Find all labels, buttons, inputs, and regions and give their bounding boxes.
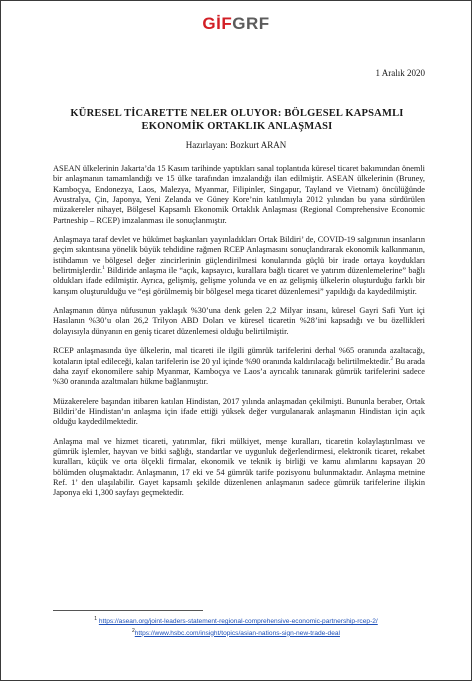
paragraph-2: [53, 235, 425, 297]
footnotes: [1, 615, 471, 638]
footnote-divider: [53, 610, 203, 611]
paragraph-text: ASEAN ülkelerinin Jakarta’da 15 Kasım tarihinde yaptıkları sanal toplantıda küresel ticaret bakımından önemli bir anlaşmanın tamamlandığı ve 15 ülke tarafından imzalandığı ilan edilmiştir. ASEAN ülkelerinin (Bruney, Kamboçya, Endonezya, Laos, Malezya, Myanmar, Filipinler, Singapur, Tayland ve Vietnam) öncülüğünde Avustralya, Çin, Japonya, Yeni Zelanda ve Güney Kore’nin katılımıyla 2012 yılından bu yana sürdürülen müzakereler nihayet, Bölgesel Kapsamlı Ekonomik Ortaklık Anlaşması (Regional Comprehensive Economic Partneship – RCEP) imzalanması ile sonuçlanmıştır.: [53, 164, 425, 225]
document-author: Hazırlayan: Bozkurt ARAN: [185, 140, 287, 150]
footnote-link-1[interactable]: https://asean.org/joint-leaders-statement-regional-comprehensive-economic-partnership-rcep-2/: [98, 618, 378, 626]
footnote-ref-2[interactable]: 2: [390, 355, 394, 362]
document-title: KÜRESEL TİCARETTE NELER OLUYOR: BÖLGESEL KAPSAMLI EKONOMİK ORTAKLIK ANLAŞMASI: [70, 108, 404, 132]
footnote-link-2[interactable]: https://www.hsbc.com/insight/topics/asian-nations-sign-new-trade-deal: [134, 629, 340, 637]
paragraph-4: [53, 346, 425, 387]
paragraph-text: RCEP anlaşmasında üye ülkelerin, mal ticareti ile ilgili gümrük tarifelerini derhal %65 oranında azaltacağı, kotaların iptal edileceği, kalan tarifelerin ise 20 yıl içinde %90 oranında kaldırılacağı belirtilmektedir.: [53, 346, 425, 366]
paragraph-text: Anlaşmaya taraf devlet ve hükümet başkanları yayınladıkları Ortak Bildiri’ de, COVID-19 salgınının insanların geçim sıkıntısına yönelik büyük tehdidine rağmen RCEP Anlaşmasını sonuçlandırarak ekonomik kalkınmanın, istihdamın ve bölgesel değer zincirlerinin güçlendirilmesi konularında güçlü bir irade ortaya koydukları belirtmişlerdir.: [53, 235, 425, 276]
gifgrf-logo: [1, 14, 471, 34]
logo-part-1: GİF: [202, 14, 233, 33]
paragraph-1: [53, 164, 425, 226]
paragraph-text: Müzakerelere başından itibaren katılan Hindistan, 2017 yılında anlaşmadan çekilmişti. Bununla beraber, Ortak Bildiri’de Hindistan’ın anlaşma için ifade ettiği yüksek değer vurgulanarak anlaşmanın Hindistan için açık olduğu kaydedilmektedir.: [53, 396, 425, 427]
footnote-2: [1, 627, 471, 639]
paragraph-text: Anlaşmanın dünya nüfusunun yaklaşık %30’una denk gelen 2,2 Milyar insanı, küresel Gayri Safi Yurt içi Hasılanın %30’u olan 26,2 Trilyon ABD Doları ve küresel ticaretin %28’ini kapsadığı ve bu özellikleri dolayısıyla dünyanın en geniş ticaret düzenlemesi olduğu belirtilmiştir.: [53, 306, 425, 336]
paragraph-3: [53, 306, 425, 337]
footnote-ref-1[interactable]: 1: [102, 265, 105, 272]
logo-part-2: GRF: [232, 14, 270, 33]
document-date: 1 Aralık 2020: [375, 68, 425, 78]
footnote-number: 1: [94, 616, 98, 622]
footnote-1: [1, 615, 471, 627]
paragraph-text: Anlaşma mal ve hizmet ticareti, yatırımlar, fikri mülkiyet, menşe kuralları, ticaretin kolaylaştırılması ve gümrük işlemler, hayvan ve bitki sağlığı, standartlar ve uygunluk değerlendirmesi, elektronik ticaret, rekabet kuralları, küçük ve orta ölçekli firmalar, ekonomik ve teknik iş birliği ve kamu alımlarını kapsayan 20 bölümden oluşmaktadır. Anlaşmanın, 17 eki ve 54 gümrük tarife pozisyonu bulunmaktadır. Anlaşma metnine Ref. 1’ den ulaşılabilir. Gayet kapsamlı şekilde düzenlenen anlaşmanın sadece gümrük tarifelerine ilişkin Japonya eki 1,300 sayfayı geçmektedir.: [53, 436, 425, 498]
document-body: [53, 164, 425, 508]
paragraph-text-cont: Bu arada daha zayıf ekonomilere sahip Myanmar, Kamboçya ve Laos’a ayrıcalık tanınarak gümrük tarifelerini sadece %30 oranında azaltmaları hükme bağlanmıştır.: [53, 356, 425, 387]
paragraph-6: [53, 437, 425, 499]
footnote-number: 2: [131, 627, 135, 634]
paragraph-text-cont: Bildiride anlaşma ile “açık, kapsayıcı, kurallara bağlı ticaret ve yatırım düzenlemelerine” bağlı oldukları ifade edilmiştir. Ayrıca, gelişmiş, gelişme yolunda ve en az gelişmiş ülkelerin oluşturduğu farklı bir karışım oluşturulduğu ve “eşi görülmemiş bir bölgesel mega ticaret düzenlemesi” yapıldığı da kaydedilmiştir.: [53, 266, 425, 296]
paragraph-5: [53, 397, 425, 428]
